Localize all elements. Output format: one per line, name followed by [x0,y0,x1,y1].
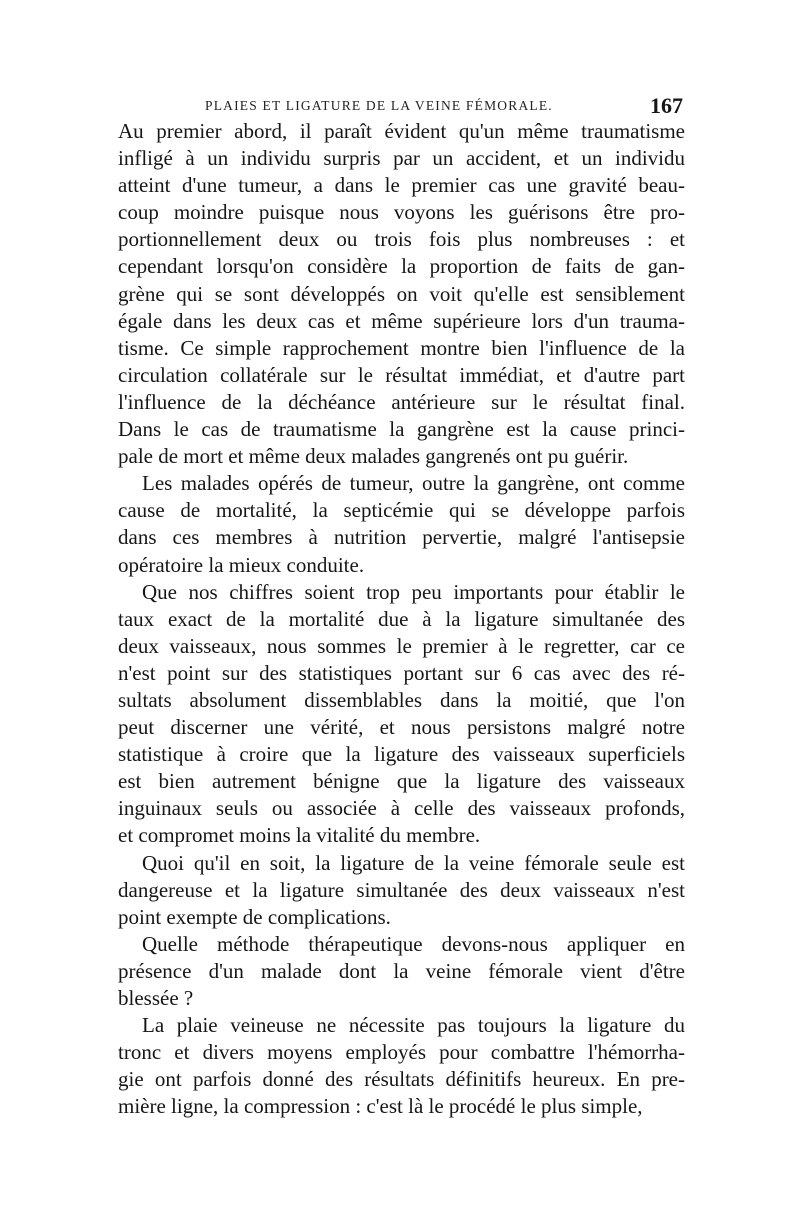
text-line: tronc et divers moyens employés pour combattre l'hémorrha- [118,1040,685,1065]
text-line: statistique à croire que la ligature des vaisseaux superficiels [118,742,685,767]
text-line: est bien autrement bénigne que la ligature des vaisseaux [118,769,685,794]
paragraph [118,1012,685,1120]
text-line: taux exact de la mortalité due à la ligature simultanée des [118,606,685,631]
text-line: mière ligne, la compression : c'est là le procédé le plus simple, [118,1094,643,1119]
body-text [118,118,685,1120]
paragraph [118,470,685,578]
text-line: opératoire la mieux conduite. [118,552,365,577]
text-line: Dans le cas de traumatisme la gangrène est la cause princi- [118,417,685,442]
text-line: coup moindre puisque nous voyons les guérisons être pro- [118,200,685,225]
text-line: Que nos chiffres soient trop peu importants pour établir le [142,579,685,604]
paragraph [118,931,685,1012]
text-line: atteint d'une tumeur, a dans le premier cas une gravité beau- [118,173,685,198]
text-line: grène qui se sont développés on voit qu'elle est sensiblement [118,281,685,306]
text-line: circulation collatérale sur le résultat immédiat, et d'autre part [118,362,685,387]
paragraph [118,118,685,470]
page-number: 167 [650,93,683,118]
running-title: PLAIES ET LIGATURE DE LA VEINE FÉMORALE. [205,98,553,113]
text-line: infligé à un individu surpris par un accident, et un individu [118,146,685,171]
text-line: Au premier abord, il paraît évident qu'un même traumatisme [118,119,685,143]
text-line: dangereuse et la ligature simultanée des deux vaisseaux n'est [118,877,685,902]
text-line: portionnellement deux ou trois fois plus nombreuses : et [118,227,685,252]
text-line: l'influence de la déchéance antérieure sur le résultat final. [118,389,685,414]
text-line: tisme. Ce simple rapprochement montre bien l'influence de la [118,335,685,360]
text-line: La plaie veineuse ne nécessite pas toujours la ligature du [142,1013,685,1038]
text-line: et compromet moins la vitalité du membre. [118,823,481,848]
text-line: pale de mort et même deux malades gangrenés ont pu guérir. [118,444,629,469]
text-line: Quelle méthode thérapeutique devons-nous appliquer en [142,931,685,956]
text-line: Les malades opérés de tumeur, outre la gangrène, ont comme [142,471,685,496]
text-line: cependant lorsqu'on considère la proportion de faits de gan- [118,254,685,279]
paragraph [118,850,685,931]
text-line: gie ont parfois donné des résultats définitifs heureux. En pre- [118,1067,685,1092]
text-line: point exempte de complications. [118,904,391,929]
text-line: présence d'un malade dont la veine fémorale vient d'être [118,958,685,983]
text-line: n'est point sur des statistiques portant sur 6 cas avec des ré- [118,660,685,685]
text-line: blessée ? [118,986,194,1010]
text-line: dans ces membres à nutrition pervertie, malgré l'antisepsie [118,525,685,550]
paragraph [118,579,685,850]
text-line: sultats absolument dissemblables dans la moitié, que l'on [118,687,685,712]
text-line: peut discerner une vérité, et nous persistons malgré notre [118,715,685,740]
text-line: Quoi qu'il en soit, la ligature de la veine fémorale seule est [142,850,685,875]
text-line: cause de mortalité, la septicémie qui se développe parfois [118,498,685,523]
text-line: égale dans les deux cas et même supérieure lors d'un trauma- [118,308,685,333]
text-line: deux vaisseaux, nous sommes le premier à le regretter, car ce [118,633,685,658]
text-line: inguinaux seuls ou associée à celle des vaisseaux profonds, [118,796,685,821]
